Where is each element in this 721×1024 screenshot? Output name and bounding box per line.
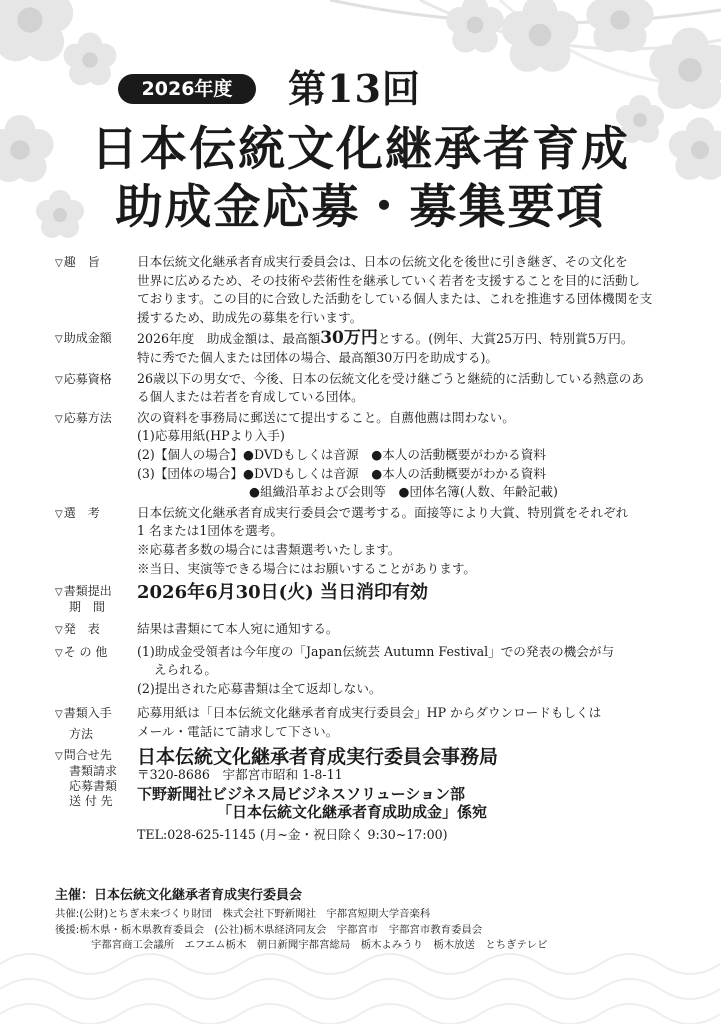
text-line: ※当日、実演等できる場合にはお願いすることがあります。 bbox=[137, 560, 477, 576]
text-line: 特に秀でた個人または団体の場合、最高額30万円を助成する)。 bbox=[137, 349, 498, 365]
text-line: 世界に広めるため、その技術や芸術性を継承していく若者を支援することを目的に活動し bbox=[137, 272, 641, 288]
text-line: 結果は書類にて本人宛に通知する。 bbox=[137, 621, 339, 637]
section-eligibility bbox=[55, 370, 695, 407]
section-purpose bbox=[55, 253, 695, 327]
section-label: ▽書類入手 方法 bbox=[55, 706, 112, 742]
section-label: ▽選 考 bbox=[55, 505, 100, 520]
deadline-text: 2026年6月30日(火) 当日消印有効 bbox=[137, 582, 428, 604]
section-announcement bbox=[55, 620, 695, 641]
section-label: ▽書類提出 期 間 bbox=[55, 584, 112, 615]
text-line: ております。この目的に合致した活動をしている個人または、これを推進する団体機関を支 bbox=[137, 291, 653, 307]
text-line: 援するため、助成先の募集を行います。 bbox=[137, 309, 363, 325]
office-name: 日本伝統文化継承者育成実行委員会事務局 bbox=[137, 745, 499, 768]
page-title-line2: 助成金応募・募集要項 bbox=[115, 180, 606, 235]
text-line: (3)【団体の場合】●DVDもしくは音源 ●本人の活動概要がわかる資料 bbox=[137, 465, 546, 481]
section-label: ▽発 表 bbox=[55, 622, 100, 637]
section-method bbox=[55, 409, 695, 502]
text-line: (2)提出された応募書類は全て返却しない。 bbox=[137, 680, 382, 696]
guidelines bbox=[55, 253, 695, 847]
telephone: TEL:028-625-1145 (月~金・祝日除く 9:30~17:00) bbox=[137, 827, 448, 843]
text-line: る個人または若者を育成している団体。 bbox=[137, 389, 364, 405]
section-amount bbox=[55, 329, 695, 367]
text-line: 応募用紙は「日本伝統文化継承者育成実行委員会」HP からダウンロードもしくは bbox=[137, 705, 602, 721]
host-organization: 主催：日本伝統文化継承者育成実行委員会 bbox=[55, 888, 303, 903]
section-contact bbox=[55, 745, 695, 845]
address: 〒320-8686 宇都宮市昭和 1-8-11 bbox=[137, 767, 343, 783]
section-deadline bbox=[55, 584, 695, 614]
text-line: (1)応募用紙(HPより入手) bbox=[137, 428, 285, 444]
text-line: 日本伝統文化継承者育成実行委員会は、日本の伝統文化を後世に引き継ぎ、その文化を bbox=[137, 254, 628, 269]
section-label: ▽そ の 他 bbox=[55, 644, 108, 659]
cosponsors: 共催:(公財)とちぎ未来づくり財団 株式会社下野新聞社 宇都宮短期大学音楽科 bbox=[55, 908, 431, 920]
section-label: ▽助成金額 bbox=[55, 331, 112, 346]
text-line: (1)助成金受領者は今年度の「Japan伝統芸 Autumn Festival」での発表の機会が与 bbox=[137, 643, 615, 659]
text-line: ※応募者多数の場合には書類選考いたします。 bbox=[137, 541, 401, 557]
text-line: 次の資料を事務局に郵送にて提出すること。自薦他薦は問わない。 bbox=[137, 409, 515, 425]
text-line: 日本伝統文化継承者育成実行委員会で選考する。面接等により大賞、特別賞をそれぞれ bbox=[137, 504, 629, 520]
section-label: ▽趣 旨 bbox=[55, 255, 100, 269]
supporters: 後援:栃木県・栃木県教育委員会 (公社)栃木県経済同友会 宇都宮市 宇都宮市教育委員会 bbox=[55, 923, 483, 936]
edition-number: 第13回 bbox=[288, 66, 421, 111]
attention: 「日本伝統文化継承者育成助成金」係宛 bbox=[217, 803, 488, 822]
section-forms bbox=[55, 704, 695, 743]
organization: 下野新聞社ビジネス局ビジネスソリューション部 bbox=[137, 784, 466, 803]
section-selection bbox=[55, 504, 695, 578]
section-label: ▽問合せ先 書類請求 応募書類 送 付 先 bbox=[55, 747, 118, 808]
text-line: メール・電話にて請求して下さい。 bbox=[137, 724, 339, 740]
page-title-line1: 日本伝統文化継承者育成 bbox=[91, 122, 630, 177]
footer bbox=[55, 884, 695, 954]
section-other bbox=[55, 643, 695, 699]
text-line: 1 名または1団体を選考。 bbox=[137, 523, 283, 539]
text-line: 26歳以下の男女で、今後、日本の伝統文化を受け継ごうと継続的に活動している熱意のあ bbox=[137, 370, 644, 386]
text-line: (2)【個人の場合】●DVDもしくは音源 ●本人の活動概要がわかる資料 bbox=[137, 446, 546, 462]
year-badge: 2026年度 bbox=[118, 74, 256, 104]
supporters-continued: 宇都宮商工会議所 エフエム栃木 朝日新聞宇都宮総局 栃木よみうり 栃木放送 とちぎテレビ bbox=[91, 939, 548, 951]
section-label: ▽応募資格 bbox=[55, 371, 112, 386]
text-line: えられる。 bbox=[154, 662, 217, 678]
text-line: ●組織沿革および会則等 ●団体名簿(人数、年齢記載) bbox=[249, 484, 558, 500]
text-line: 2026年度 助成金額は、最高額30万円とする。(例年、大賞25万円、特別賞5万円。 bbox=[137, 328, 634, 349]
section-label: ▽応募方法 bbox=[55, 410, 112, 425]
max-amount: 30万円 bbox=[320, 328, 378, 349]
